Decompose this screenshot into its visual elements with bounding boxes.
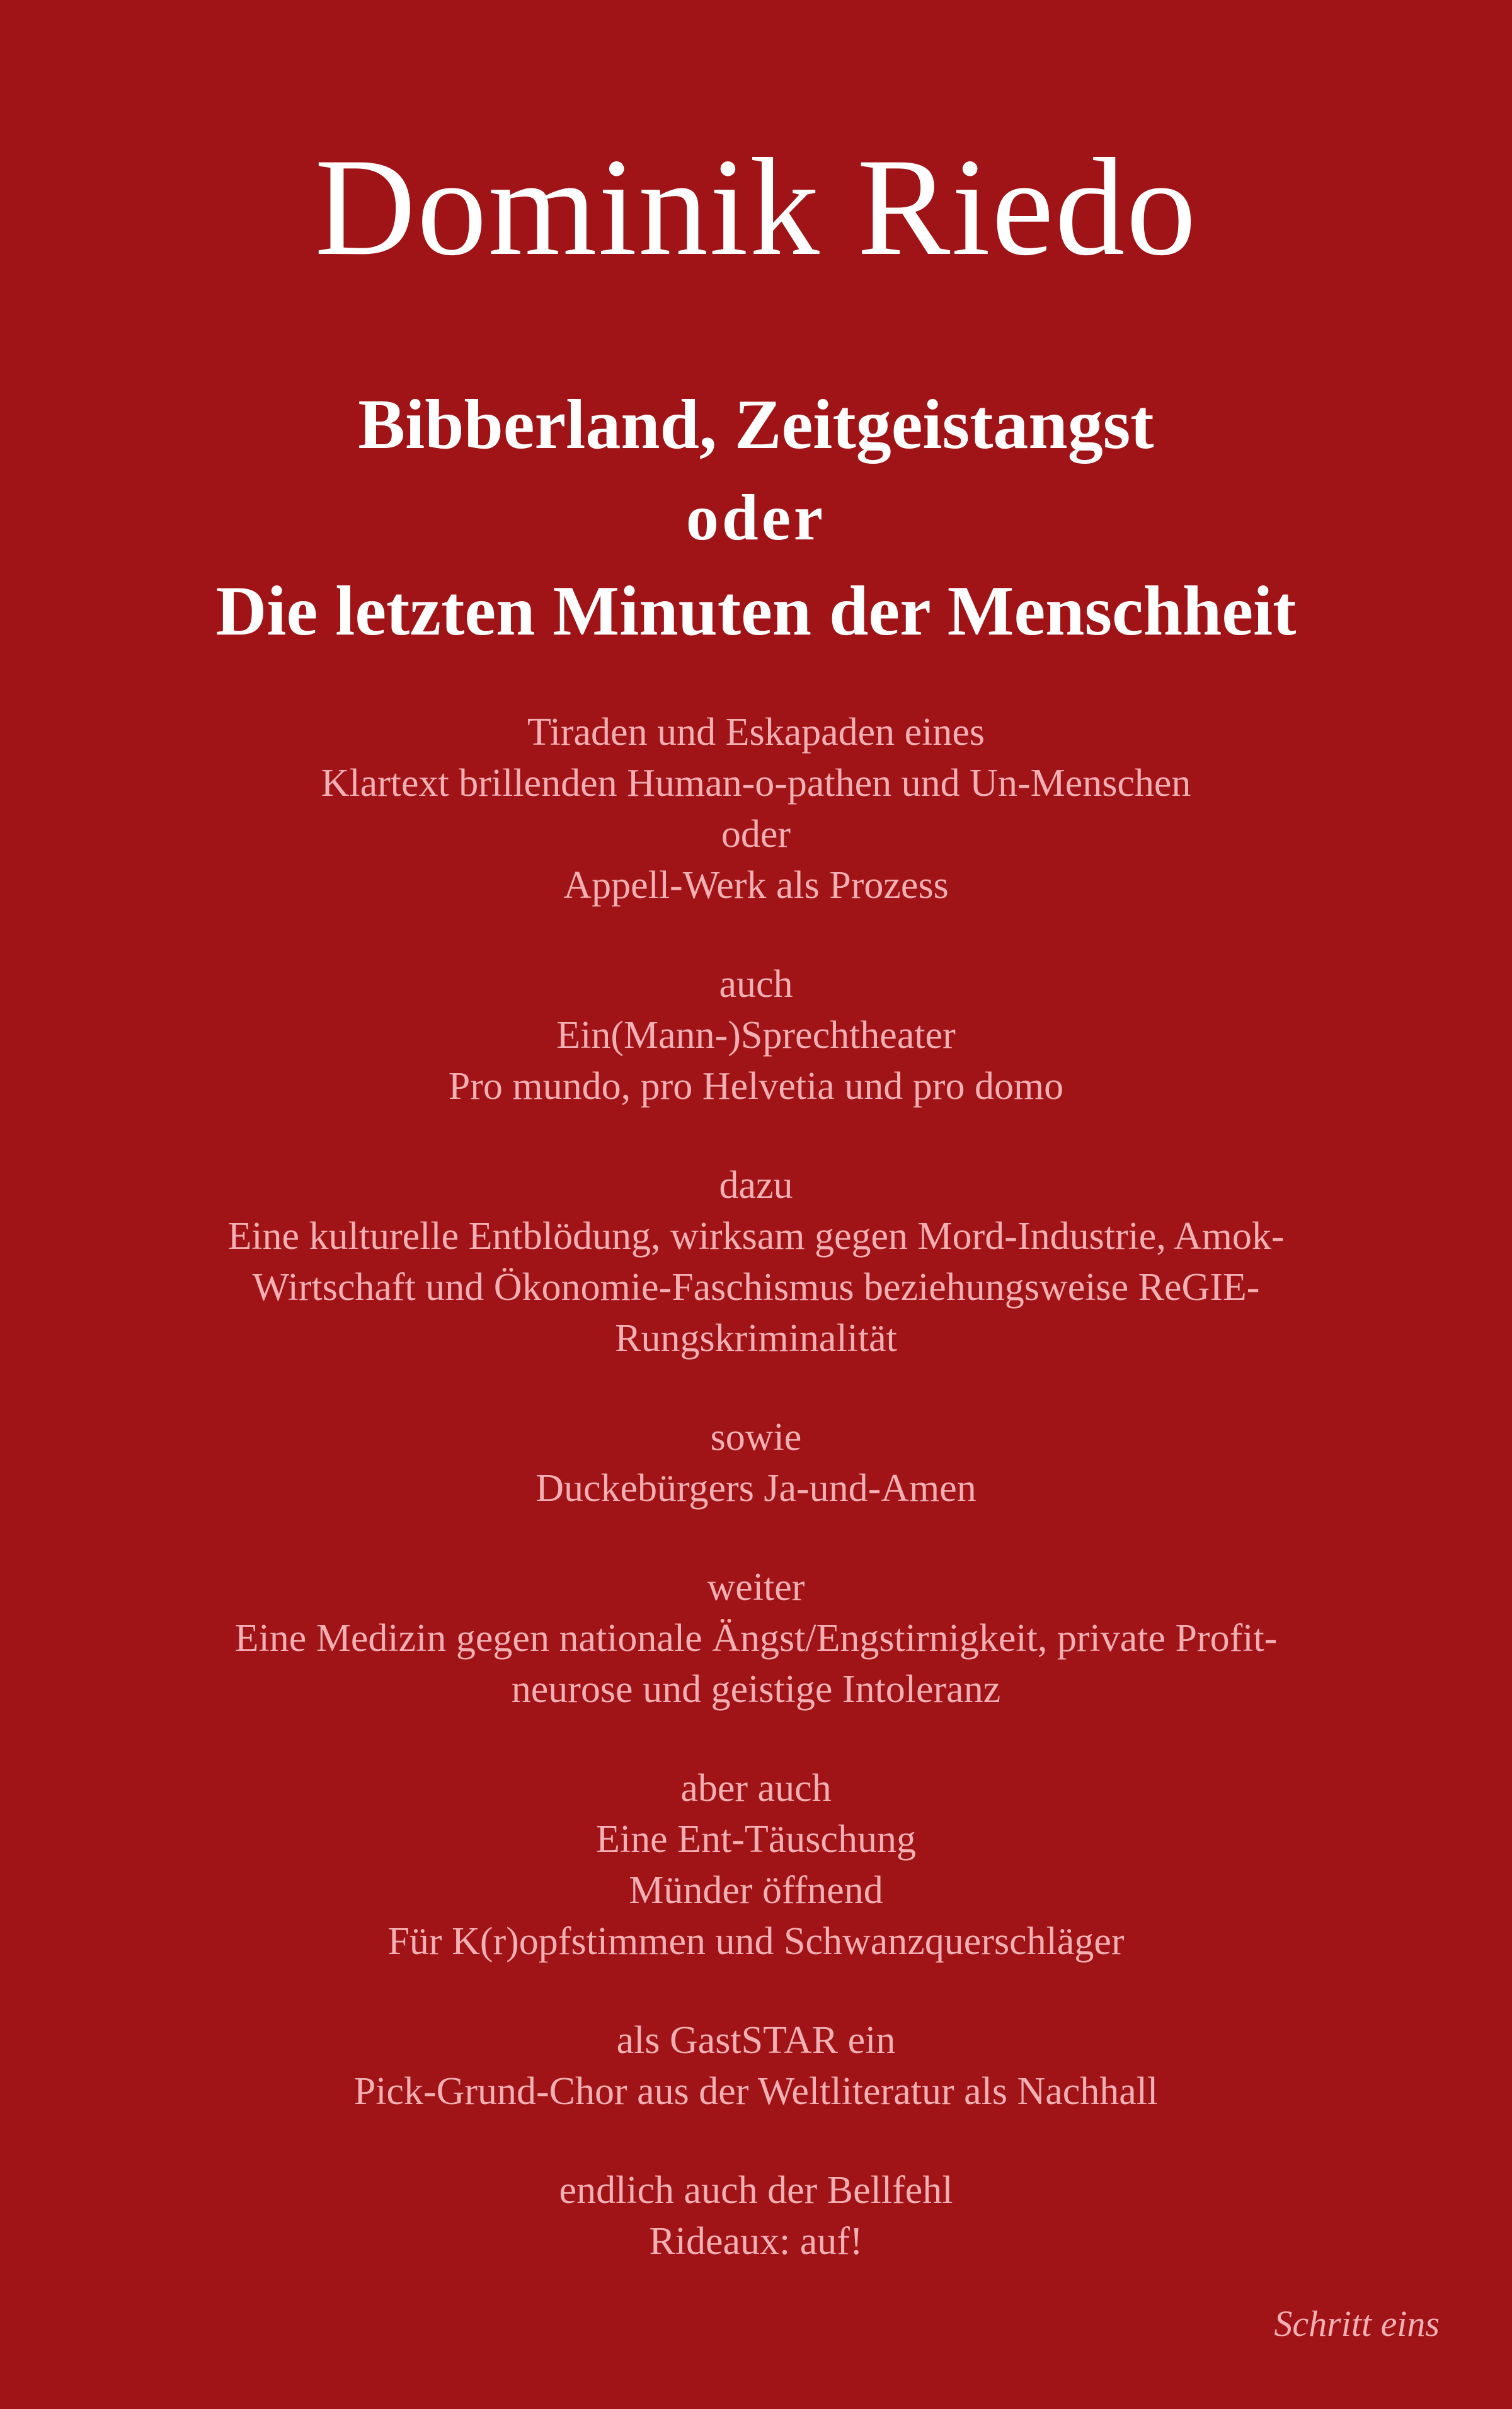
subtitle-line: Rungskriminalität	[615, 1317, 897, 1360]
subtitle-line: Pick-Grund-Chor aus der Weltliteratur als Nachhall	[353, 2070, 1159, 2113]
subtitle-line: oder	[721, 813, 791, 856]
subtitle-line: Münder öffnend	[629, 1869, 883, 1912]
subtitle-line: Rideaux: auf!	[649, 2220, 863, 2263]
stanza-auch	[0, 959, 1512, 1112]
subtitle-line: dazu	[719, 1164, 793, 1207]
series-label: Schritt eins	[1274, 2303, 1440, 2344]
title-line-alternate: Die letzten Minuten der Menschheit	[215, 572, 1297, 650]
stanza-dazu	[0, 1160, 1512, 1364]
subtitle-line: Wirtschaft und Ökonomie-Faschismus beziehungsweise ReGIE-	[252, 1266, 1260, 1309]
title-line-main: Bibberland, Zeitgeistangst	[358, 386, 1154, 464]
subtitle-line: Appell-Werk als Prozess	[563, 864, 949, 907]
title-line-connector: oder	[685, 481, 827, 554]
subtitle-line: Für K(r)opfstimmen und Schwanzquerschläger	[387, 1920, 1125, 1963]
book-title	[0, 378, 1512, 658]
stanza-weiter	[0, 1562, 1512, 1715]
stanza-sowie	[0, 1412, 1512, 1514]
subtitle-line: Ein(Mann-)Sprechtheater	[556, 1014, 956, 1057]
subtitle-text	[0, 707, 1512, 2315]
subtitle-line: endlich auch der Bellfehl	[559, 2169, 953, 2212]
stanza-tiraden	[0, 707, 1512, 911]
subtitle-line: auch	[719, 963, 793, 1006]
subtitle-line: Duckebürgers Ja-und-Amen	[536, 1467, 976, 1510]
author-name: Dominik Riedo	[314, 130, 1198, 285]
subtitle-line: aber auch	[680, 1767, 832, 1810]
subtitle-line: neurose und geistige Intoleranz	[511, 1668, 1001, 1711]
subtitle-line: sowie	[710, 1416, 802, 1459]
subtitle-line: Eine kulturelle Entblödung, wirksam gegen Mord-Industrie, Amok-	[227, 1215, 1285, 1258]
subtitle-line: weiter	[707, 1566, 805, 1609]
subtitle-line: als GastSTAR ein	[616, 2019, 896, 2062]
stanza-bellfehl	[0, 2165, 1512, 2267]
subtitle-line: Tiraden und Eskapaden eines	[527, 711, 985, 754]
stanza-gaststar	[0, 2015, 1512, 2117]
subtitle-line: Klartext brillenden Human-o-pathen und Un-Menschen	[321, 762, 1191, 805]
subtitle-line: Eine Ent-Täuschung	[596, 1818, 916, 1861]
subtitle-line: Eine Medizin gegen nationale Ängst/Engstirnigkeit, private Profit-	[234, 1617, 1278, 1660]
stanza-aber-auch	[0, 1763, 1512, 1967]
subtitle-line: Pro mundo, pro Helvetia und pro domo	[448, 1065, 1064, 1108]
